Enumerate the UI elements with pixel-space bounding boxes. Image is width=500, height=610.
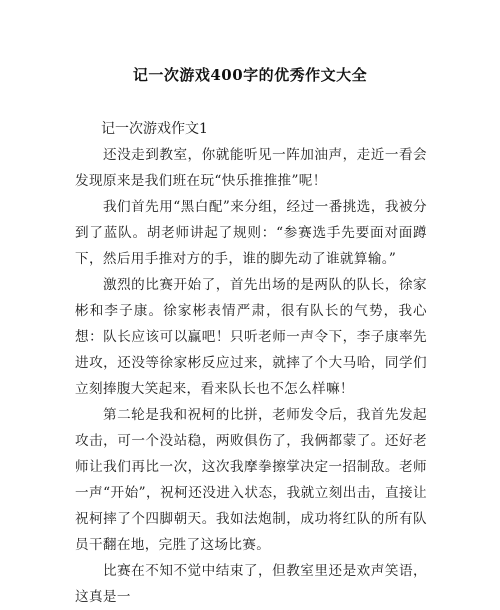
essay-subtitle: 记一次游戏作文1 [101, 121, 208, 137]
essay-body [75, 142, 427, 610]
paragraph: 第二轮是我和祝柯的比拼，老师发令后，我首先发起攻击，可一个没站稳，两败俱伤了，我俩都蒙了。还好老师让我们再比一次，这次我摩拳擦掌决定一招制敌。老师一声“开始”，祝柯还没进入状态，我就立刻出击，直接让祝柯摔了个四脚朝天。我如法炮制，成功将红队的所有队员干翻在地，完胜了这场比赛。 [75, 407, 427, 553]
document-title: 记一次游戏400字的优秀作文大全 [132, 66, 368, 84]
paragraph: 激烈的比赛开始了，首先出场的是两队的队长，徐家彬和李子康。徐家彬表情严肃，很有队长的气势，我心想：队长应该可以赢吧！只听老师一声令下，李子康率先进攻，还没等徐家彬反应过来，就摔了个大马哈，同学们立刻捧腹大笑起来，看来队长也不怎么样嘛！ [75, 277, 427, 397]
paragraph: 比赛在不知不觉中结束了，但教室里还是欢声笑语，这真是一 [75, 563, 427, 605]
paragraph: 我们首先用“黑白配”来分组，经过一番挑选，我被分到了蓝队。胡老师讲起了规则：“参赛选手先要面对面蹲下，然后用手推对方的手，谁的脚先动了谁就算输。” [75, 199, 427, 267]
paragraph: 还没走到教室，你就能听见一阵加油声，走近一看会发现原来是我们班在玩“快乐推推推”呢！ [75, 147, 427, 189]
